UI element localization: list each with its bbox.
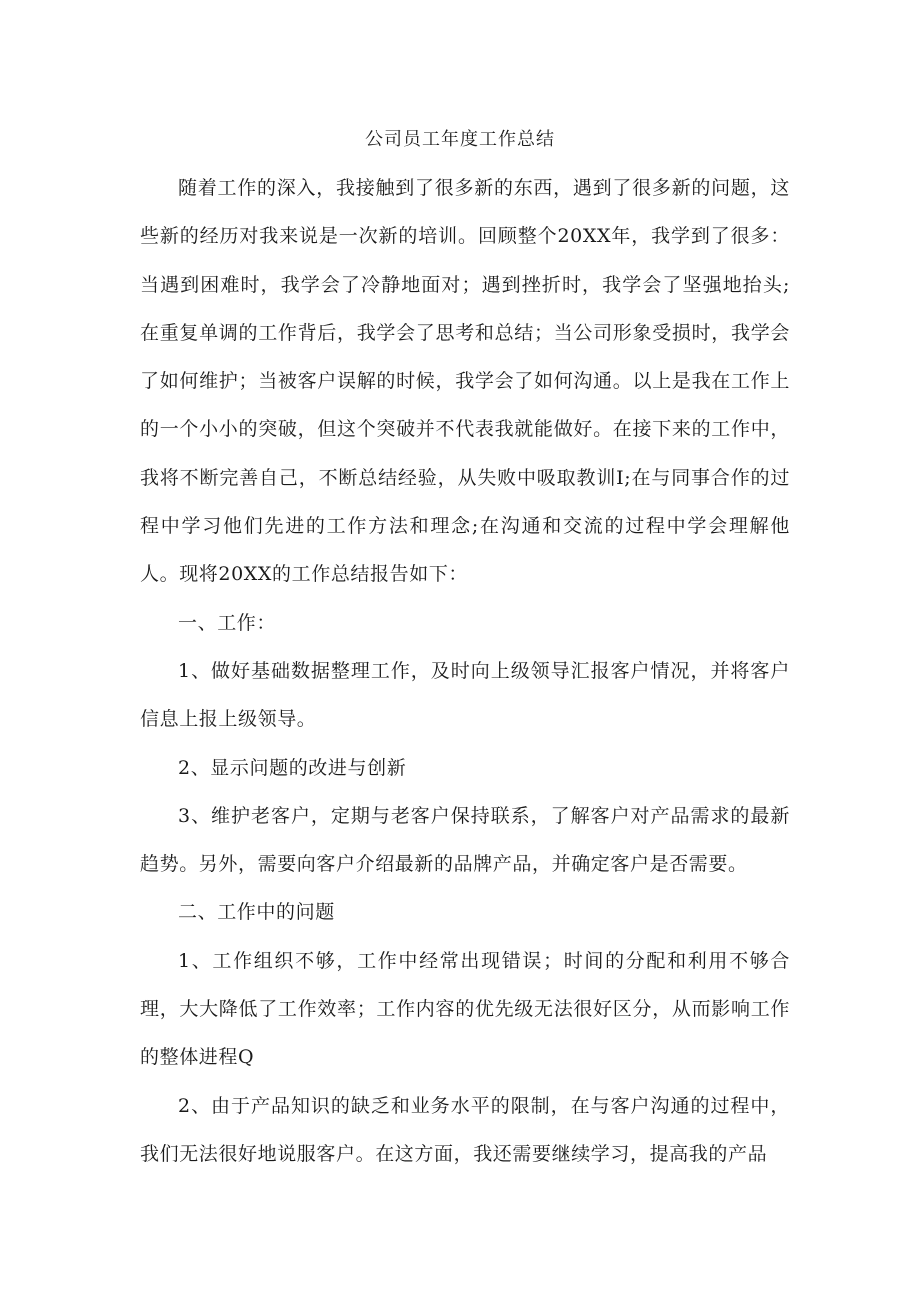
problem-item-1: 1、工作组织不够，工作中经常出现错误；时间的分配和利用不够合理，大大降低了工作效率；工作内容的优先级无法很好区分，从而影响工作的整体进程Q — [140, 949, 790, 1069]
intro-paragraph: 随着工作的深入，我接触到了很多新的东西，遇到了很多新的问题，这些新的经历对我来说是一次新的培训。回顾整个20XX年，我学到了很多：当遇到困难时，我学会了冷静地面对；遇到挫折时，我学会了坚强地抬头;在重复单调的工作背后，我学会了思考和总结；当公司形象受损时，我学会了如何维护；当被客户误解的时候，我学会了如何沟通。以上是我在工作上的一个小小的突破，但这个突破并不代表我就能做好。在接下来的工作中，我将不断完善自己，不断总结经验，从失败中吸取教训I;在与同事合作的过程中学习他们先进的工作方法和理念;在沟通和交流的过程中学会理解他人。现将20XX的工作总结报告如下： — [140, 177, 790, 586]
document-body — [140, 164, 790, 1178]
problem-item-2: 2、由于产品知识的缺乏和业务水平的限制，在与客户沟通的过程中，我们无法很好地说服客户。在这方面，我还需要继续学习，提高我的产品 — [140, 1094, 790, 1165]
work-item-3: 3、维护老客户，定期与老客户保持联系，了解客户对产品需求的最新趋势。另外，需要向客户介绍最新的品牌产品，并确定客户是否需要。 — [140, 804, 790, 876]
document-title: 公司员工年度工作总结 — [365, 129, 555, 150]
section-heading-problems: 二、工作中的问题 — [178, 901, 335, 924]
work-item-2: 2、显示问题的改进与创新 — [178, 756, 407, 779]
work-item-1: 1、做好基础数据整理工作，及时向上级领导汇报客户情况，并将客户信息上报上级领导。 — [140, 659, 790, 731]
section-heading-work: 一、工作： — [178, 611, 277, 634]
